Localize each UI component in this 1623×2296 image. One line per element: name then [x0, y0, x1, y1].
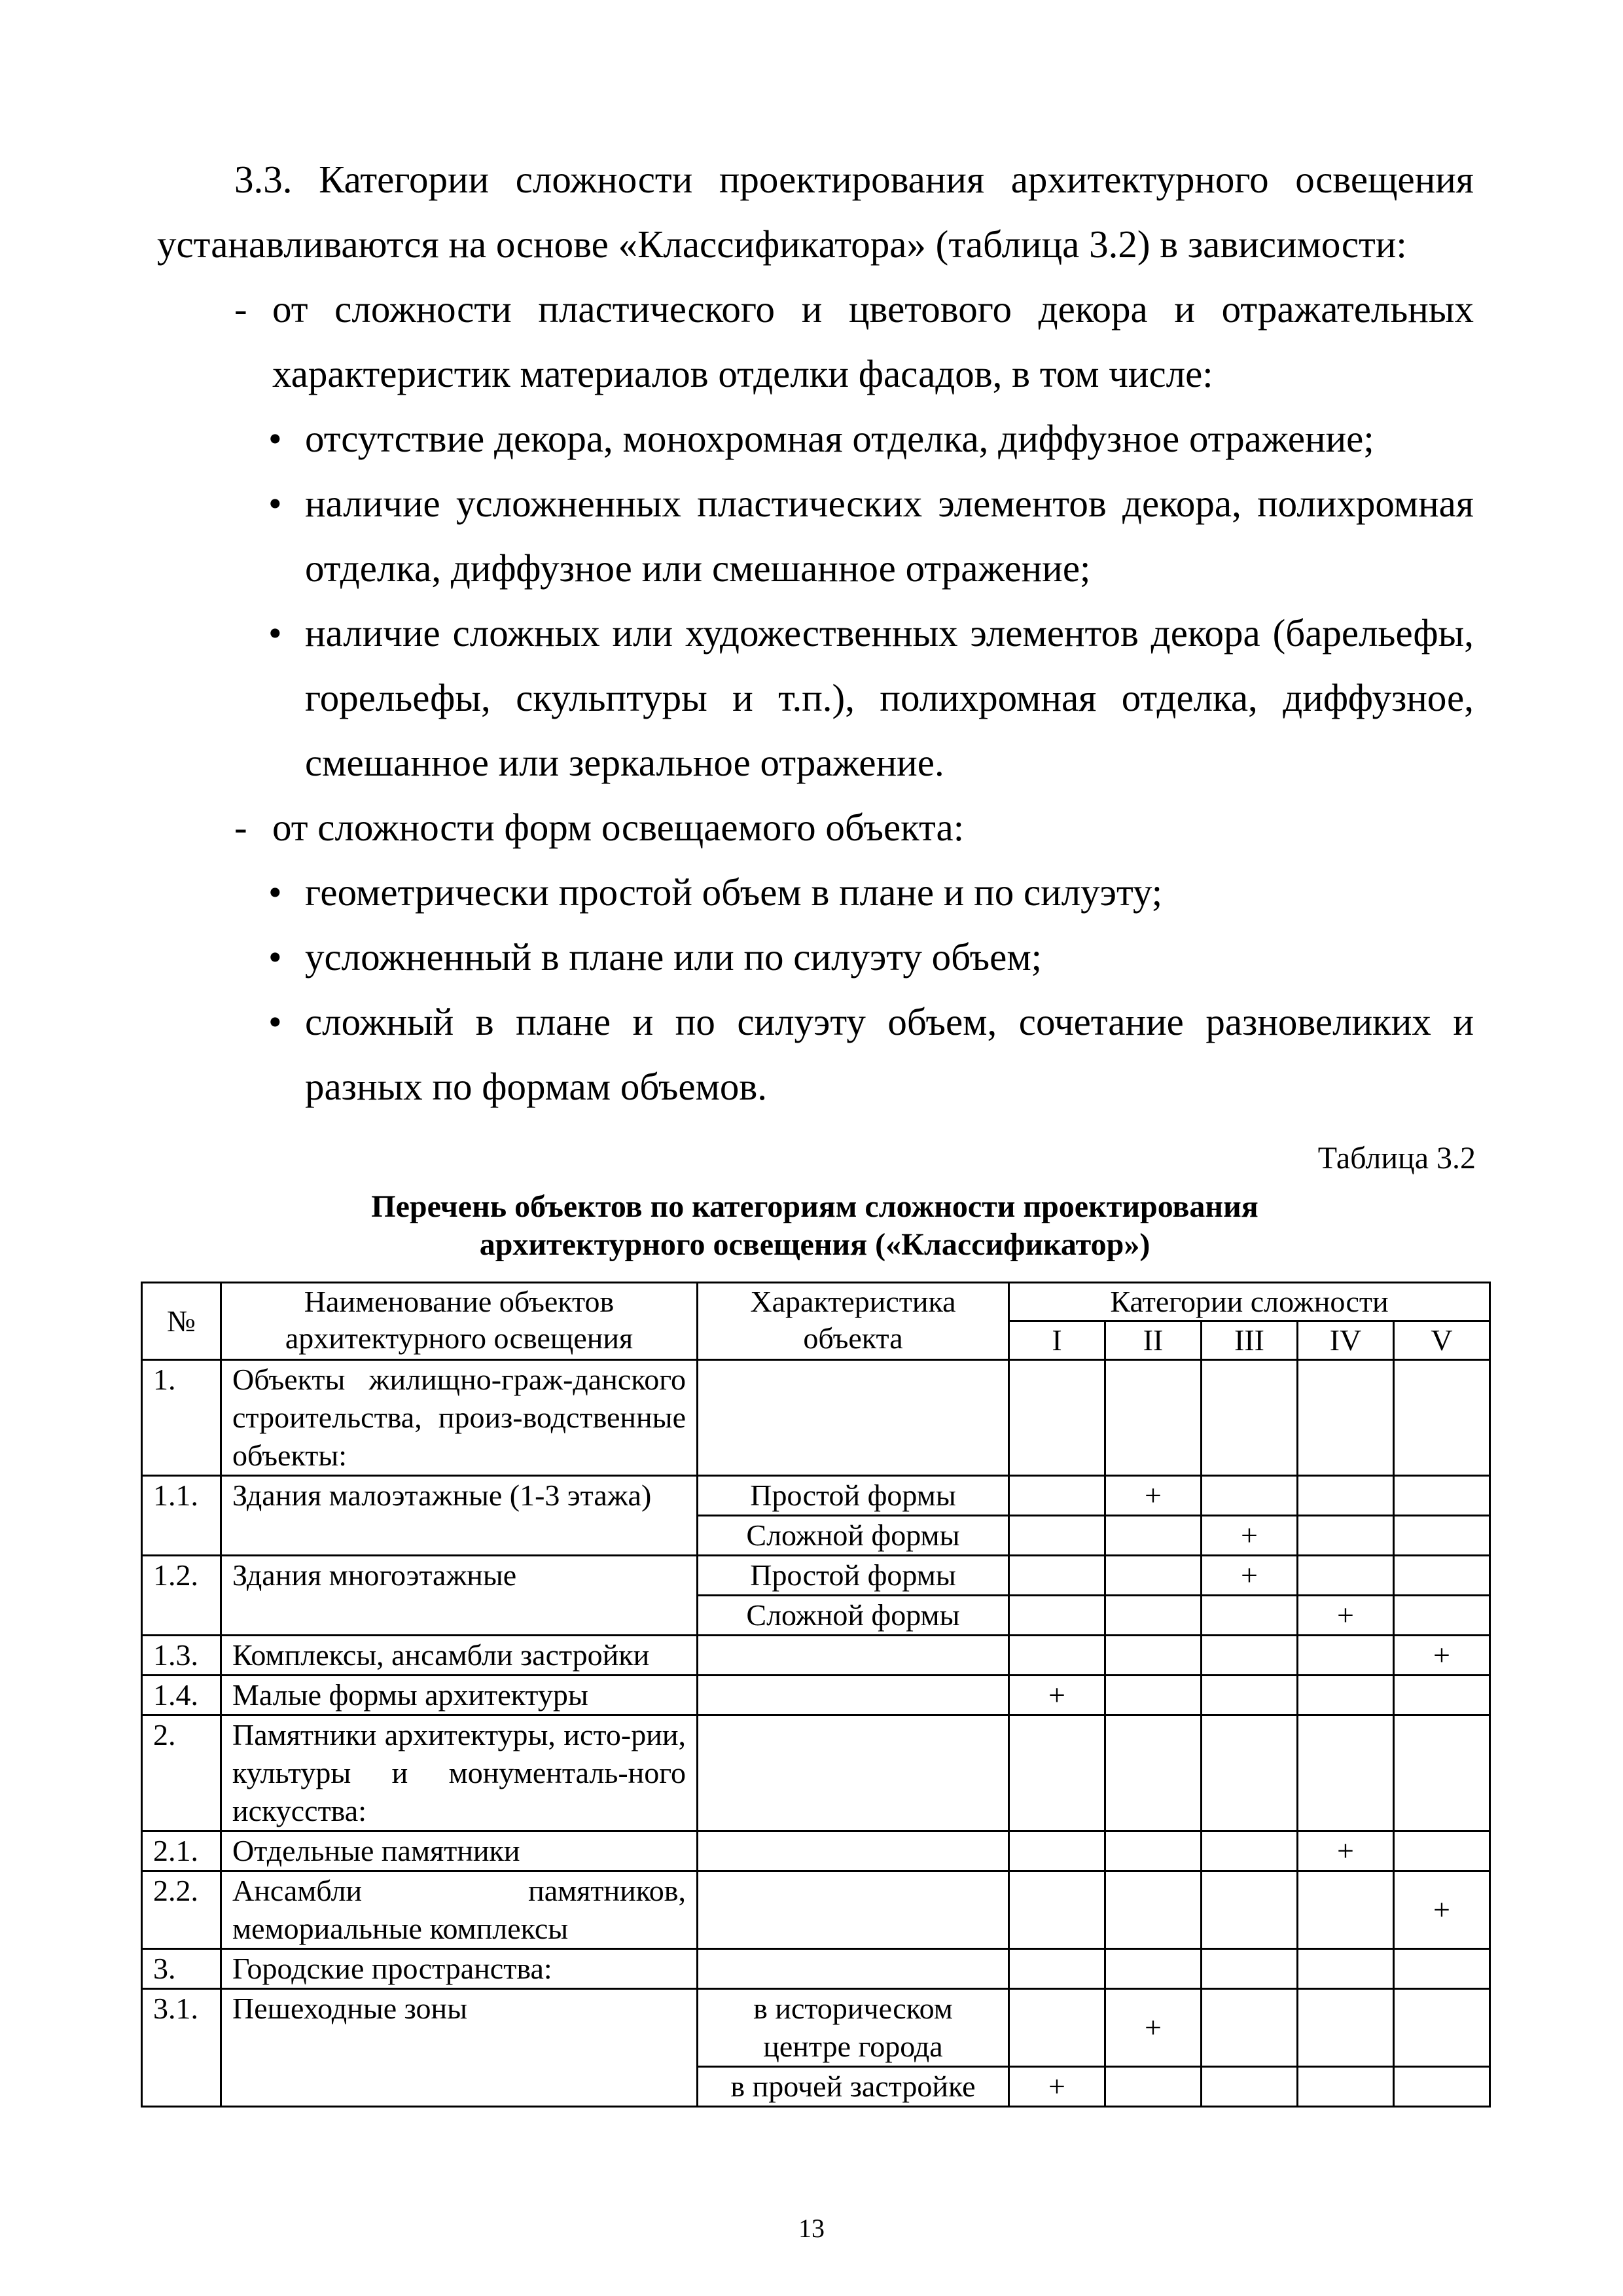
object-characteristic: в прочей застройке — [698, 2067, 1009, 2107]
table-row — [142, 1636, 1490, 1676]
category-cell — [1202, 1596, 1298, 1636]
category-cell — [1105, 1636, 1202, 1676]
object-characteristic: Простой формы — [698, 1476, 1009, 1516]
category-cell — [1298, 1636, 1394, 1676]
category-cell — [1298, 1949, 1394, 1989]
body-text — [157, 147, 1474, 1119]
row-number: 2.2. — [142, 1871, 221, 1949]
category-mark: + — [1009, 1676, 1105, 1715]
category-cell — [1202, 1831, 1298, 1871]
category-cell — [1105, 1831, 1202, 1871]
category-mark: + — [1202, 1516, 1298, 1556]
bullet-list-decor — [157, 406, 1474, 795]
list-item — [157, 990, 1474, 1119]
bullet-marker: • — [268, 935, 282, 978]
table-caption-line: архитектурного освещения («Классификатор») — [479, 1227, 1150, 1262]
header-category: I — [1009, 1321, 1105, 1360]
object-name: Городские пространства: — [221, 1949, 698, 1989]
category-cell — [1202, 1989, 1298, 2067]
category-cell — [1394, 1715, 1490, 1831]
table-row — [142, 1871, 1490, 1949]
object-characteristic — [698, 1715, 1009, 1831]
category-cell — [1202, 1636, 1298, 1676]
object-characteristic — [698, 1949, 1009, 1989]
row-number: 2. — [142, 1715, 221, 1831]
category-cell — [1009, 1715, 1105, 1831]
list-item-text: отсутствие декора, монохромная отделка, диффузное отражение; — [305, 417, 1374, 460]
dash-marker: - — [234, 806, 247, 849]
category-cell — [1105, 1949, 1202, 1989]
header-category: IV — [1298, 1321, 1394, 1360]
header-category: II — [1105, 1321, 1202, 1360]
header-name: Наименование объектов архитектурного освещения — [221, 1283, 698, 1360]
category-cell — [1009, 1831, 1105, 1871]
category-mark: + — [1105, 1476, 1202, 1516]
header-category: V — [1394, 1321, 1490, 1360]
object-characteristic: Сложной формы — [698, 1596, 1009, 1636]
category-cell — [1394, 1360, 1490, 1476]
category-cell — [1009, 1516, 1105, 1556]
list-item — [157, 925, 1474, 990]
bullet-marker: • — [268, 482, 282, 525]
table-row — [142, 1476, 1490, 1516]
row-number: 1.3. — [142, 1636, 221, 1676]
category-cell — [1105, 1596, 1202, 1636]
object-name: Ансамбли памятников, мемориальные комплексы — [221, 1871, 698, 1949]
category-cell — [1202, 1715, 1298, 1831]
category-mark: + — [1298, 1596, 1394, 1636]
row-number: 3.1. — [142, 1989, 221, 2107]
object-characteristic — [698, 1360, 1009, 1476]
category-cell — [1202, 2067, 1298, 2107]
table-row — [142, 1949, 1490, 1989]
category-cell — [1394, 1556, 1490, 1596]
bullet-marker: • — [268, 417, 282, 460]
list-item-text: сложный в плане и по силуэту объем, сочетание разновеликих и разных по формам объемов. — [305, 1000, 1474, 1108]
object-characteristic — [698, 1636, 1009, 1676]
category-cell — [1009, 1949, 1105, 1989]
bullet-marker: • — [268, 870, 282, 914]
paragraph-3-3: 3.3. Категории сложности проектирования архитектурного освещения устанавливаются на основе «Классификатора» (таблица 3.2) в зависимости: — [157, 158, 1474, 266]
category-cell — [1202, 1476, 1298, 1516]
list-item — [157, 601, 1474, 795]
category-cell — [1009, 1989, 1105, 2067]
category-cell — [1202, 1949, 1298, 1989]
list-item-text: геометрически простой объем в плане и по силуэту; — [305, 870, 1163, 914]
object-name: Здания многоэтажные — [221, 1556, 698, 1636]
category-cell — [1009, 1476, 1105, 1516]
list-item — [157, 406, 1474, 471]
category-cell — [1298, 1715, 1394, 1831]
dash-item-decor — [157, 277, 1474, 406]
category-cell — [1394, 1949, 1490, 1989]
category-cell — [1394, 1831, 1490, 1871]
header-number: № — [142, 1283, 221, 1360]
category-mark: + — [1202, 1556, 1298, 1596]
category-cell — [1009, 1871, 1105, 1949]
category-cell — [1009, 1596, 1105, 1636]
object-name: Памятники архитектуры, исто-рии, культуры и монументаль-ного искусства: — [221, 1715, 698, 1831]
table-row — [142, 1360, 1490, 1476]
category-mark: + — [1298, 1831, 1394, 1871]
row-number: 2.1. — [142, 1831, 221, 1871]
header-category: III — [1202, 1321, 1298, 1360]
category-mark: + — [1394, 1871, 1490, 1949]
object-characteristic — [698, 1676, 1009, 1715]
bullet-marker: • — [268, 611, 282, 655]
category-cell — [1105, 1556, 1202, 1596]
dash-marker: - — [234, 287, 247, 331]
category-cell — [1394, 2067, 1490, 2107]
category-cell — [1105, 1871, 1202, 1949]
list-item — [157, 471, 1474, 601]
object-name: Комплексы, ансамбли застройки — [221, 1636, 698, 1676]
category-cell — [1394, 1989, 1490, 2067]
table-row — [142, 1715, 1490, 1831]
header-characteristic: Характеристика объекта — [698, 1283, 1009, 1360]
category-cell — [1298, 2067, 1394, 2107]
bullet-list-form — [157, 860, 1474, 1119]
object-characteristic — [698, 1831, 1009, 1871]
category-cell — [1105, 1516, 1202, 1556]
list-item — [157, 860, 1474, 925]
category-mark: + — [1009, 2067, 1105, 2107]
object-name: Объекты жилищно-граж-данского строительства, произ-водственные объекты: — [221, 1360, 698, 1476]
category-cell — [1394, 1476, 1490, 1516]
object-name: Малые формы архитектуры — [221, 1676, 698, 1715]
category-cell — [1298, 1360, 1394, 1476]
list-item-text: наличие сложных или художественных элементов декора (барельефы, горельефы, скульптуры и т.п.), полихромная отделка, диффузное, смешанное или зеркальное отражение. — [305, 611, 1474, 784]
row-number: 1. — [142, 1360, 221, 1476]
category-cell — [1394, 1676, 1490, 1715]
table-row — [142, 1989, 1490, 2067]
table-row — [142, 1556, 1490, 1596]
category-cell — [1105, 1676, 1202, 1715]
object-name: Отдельные памятники — [221, 1831, 698, 1871]
category-cell — [1298, 1676, 1394, 1715]
classifier-table — [141, 1282, 1491, 2108]
category-cell — [1009, 1360, 1105, 1476]
table-caption — [141, 1188, 1489, 1264]
list-item-text: наличие усложненных пластических элементов декора, полихромная отделка, диффузное или смешанное отражение; — [305, 482, 1474, 590]
table-row — [142, 1831, 1490, 1871]
object-characteristic: в историческом центре города — [698, 1989, 1009, 2067]
category-cell — [1394, 1596, 1490, 1636]
object-characteristic — [698, 1871, 1009, 1949]
row-number: 1.4. — [142, 1676, 221, 1715]
bullet-marker: • — [268, 1000, 282, 1043]
category-mark: + — [1105, 1989, 1202, 2067]
category-cell — [1298, 1871, 1394, 1949]
table-header-row — [142, 1283, 1490, 1321]
row-number: 1.2. — [142, 1556, 221, 1636]
dash-item-form — [157, 795, 1474, 860]
dash-item-text: от сложности форм освещаемого объекта: — [272, 806, 965, 849]
object-characteristic: Простой формы — [698, 1556, 1009, 1596]
category-cell — [1202, 1871, 1298, 1949]
table-number: Таблица 3.2 — [1317, 1141, 1476, 1175]
category-cell — [1105, 1360, 1202, 1476]
row-number: 3. — [142, 1949, 221, 1989]
category-cell — [1298, 1989, 1394, 2067]
category-cell — [1394, 1516, 1490, 1556]
category-cell — [1009, 1556, 1105, 1596]
dash-item-text: от сложности пластического и цветового декора и отражательных характеристик материалов отделки фасадов, в том числе: — [272, 287, 1474, 395]
table-row — [142, 1676, 1490, 1715]
category-mark: + — [1394, 1636, 1490, 1676]
object-name: Здания малоэтажные (1-3 этажа) — [221, 1476, 698, 1556]
category-cell — [1009, 1636, 1105, 1676]
object-name: Пешеходные зоны — [221, 1989, 698, 2107]
row-number: 1.1. — [142, 1476, 221, 1556]
category-cell — [1105, 2067, 1202, 2107]
category-cell — [1105, 1715, 1202, 1831]
object-characteristic: Сложной формы — [698, 1516, 1009, 1556]
category-cell — [1298, 1476, 1394, 1516]
category-cell — [1298, 1556, 1394, 1596]
category-cell — [1202, 1360, 1298, 1476]
page-number: 13 — [798, 2214, 825, 2243]
header-categories: Категории сложности — [1009, 1283, 1490, 1321]
table-caption-line: Перечень объектов по категориям сложности проектирования — [371, 1189, 1258, 1224]
category-cell — [1202, 1676, 1298, 1715]
category-cell — [1298, 1516, 1394, 1556]
list-item-text: усложненный в плане или по силуэту объем; — [305, 935, 1043, 978]
